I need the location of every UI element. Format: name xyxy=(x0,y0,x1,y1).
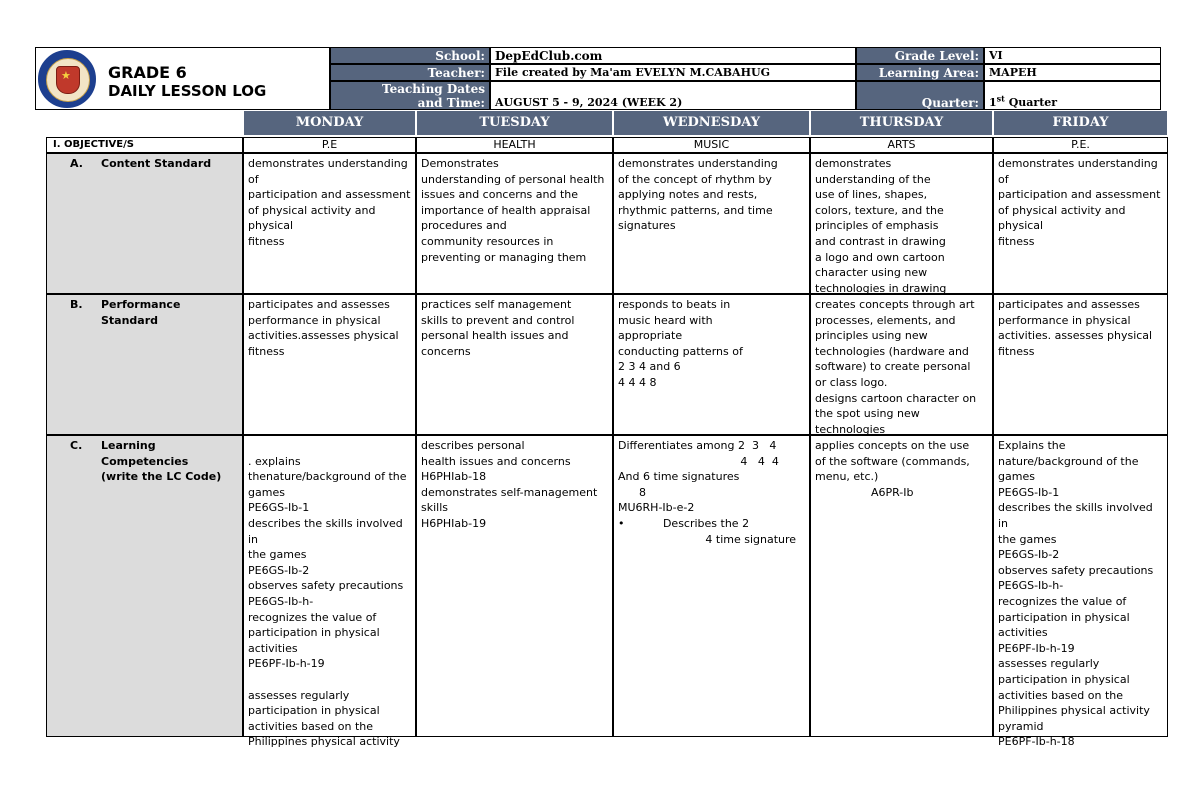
teacher-label: Teacher: xyxy=(330,64,490,81)
row-label-performance-standard xyxy=(46,294,243,435)
content-standard-tuesday: Demonstrates understanding of personal health issues and concerns and the importance of health appraisal procedures and community resources in preventing or managing them xyxy=(416,153,613,294)
teacher-value: File created by Ma'am EVELYN M.CABAHUG xyxy=(490,64,856,81)
dll-title: DAILY LESSON LOG xyxy=(108,82,267,100)
quarter-value xyxy=(984,81,1161,110)
row-letter: B. xyxy=(70,298,83,311)
subject-wednesday: MUSIC xyxy=(613,137,810,153)
row-label-learning-competencies xyxy=(46,435,243,737)
performance-standard-wednesday: responds to beats in music heard with appropriate conducting patterns of 2 3 4 and 6 4 4 4 8 xyxy=(613,294,810,435)
learning-competencies-monday: . explains thenature/background of the games PE6GS-Ib-1 describes the skills involved in the games PE6GS-Ib-2 observes safety precautions PE6GS-Ib-h- recognizes the value of participation in physical activities PE6PF-Ib-h-19 assesses regularly participation in physical activities based on the Philippines physical activity xyxy=(243,435,416,737)
grade-level-label: Grade Level: xyxy=(856,47,984,64)
subject-thursday: ARTS xyxy=(810,137,993,153)
row-letter: C. xyxy=(70,439,83,452)
learning-area-value: MAPEH xyxy=(984,64,1161,81)
content-standard-friday: demonstrates understanding of participation and assessment of physical activity and physical fitness xyxy=(993,153,1168,294)
content-standard-wednesday: demonstrates understanding of the concept of rhythm by applying notes and rests, rhythmic patterns, and time signatures xyxy=(613,153,810,294)
grade-level-value: VI xyxy=(984,47,1161,64)
quarter-text: Quarter xyxy=(1008,96,1058,109)
day-thursday: THURSDAY xyxy=(810,110,993,136)
row-title: Content Standard xyxy=(101,157,212,170)
row-label-content-standard xyxy=(46,153,243,294)
content-standard-thursday: demonstrates understanding of the use of lines, shapes, colors, texture, and the principles of emphasis and contrast in drawing a logo and own cartoon character using new technologies in drawing xyxy=(810,153,993,294)
subject-tuesday: HEALTH xyxy=(416,137,613,153)
grade-title: GRADE 6 xyxy=(108,63,187,82)
school-value: DepEdClub.com xyxy=(490,47,856,64)
objectives-label: I. OBJECTIVE/S xyxy=(46,137,243,153)
performance-standard-monday: participates and assesses performance in physical activities.assesses physical fitness xyxy=(243,294,416,435)
school-label: School: xyxy=(330,47,490,64)
quarter-number: 1 xyxy=(989,96,997,109)
learning-competencies-friday: Explains the nature/background of the games PE6GS-Ib-1 describes the skills involved in the games PE6GS-Ib-2 observes safety precautions PE6GS-Ib-h- recognizes the value of participation in physical activities PE6PF-Ib-h-19 assesses regularly participation in physical activities based on the Philippines physical activity pyramid PE6PF-Ib-h-18 xyxy=(993,435,1168,737)
learning-area-label: Learning Area: xyxy=(856,64,984,81)
learning-competencies-wednesday: Differentiates among 2 3 4 4 4 4 And 6 time signatures 8 MU6RH-Ib-e-2 • Describes the 2 4 time signature xyxy=(613,435,810,737)
subject-monday: P.E xyxy=(243,137,416,153)
day-monday: MONDAY xyxy=(243,110,416,136)
row-letter: A. xyxy=(70,157,83,170)
dates-label: Teaching Dates and Time: xyxy=(330,81,490,110)
quarter-label: Quarter: xyxy=(856,81,984,110)
subject-friday: P.E. xyxy=(993,137,1168,153)
row-title: Performance Standard xyxy=(101,298,181,327)
content-standard-monday: demonstrates understanding of participation and assessment of physical activity and physical fitness xyxy=(243,153,416,294)
dates-value: AUGUST 5 - 9, 2024 (WEEK 2) xyxy=(490,81,856,110)
performance-standard-thursday: creates concepts through art processes, elements, and principles using new technologies (hardware and software) to create personal or class logo. designs cartoon character on the spot using new technologies xyxy=(810,294,993,435)
day-wednesday: WEDNESDAY xyxy=(613,110,810,136)
day-header-blank xyxy=(46,110,243,136)
performance-standard-friday: participates and assesses performance in physical activities. assesses physical fitness xyxy=(993,294,1168,435)
quarter-suffix: st xyxy=(996,93,1005,104)
performance-standard-tuesday: practices self management skills to prevent and control personal health issues and concerns xyxy=(416,294,613,435)
seal-star: ★ xyxy=(61,69,71,82)
learning-competencies-tuesday: describes personal health issues and concerns H6PHIab-18 demonstrates self-management skills H6PHIab-19 xyxy=(416,435,613,737)
deped-seal-icon xyxy=(38,50,96,108)
day-friday: FRIDAY xyxy=(993,110,1168,136)
row-title: Learning Competencies (write the LC Code) xyxy=(101,439,222,484)
learning-competencies-thursday: applies concepts on the use of the software (commands, menu, etc.) A6PR-Ib xyxy=(810,435,993,737)
day-tuesday: TUESDAY xyxy=(416,110,613,136)
